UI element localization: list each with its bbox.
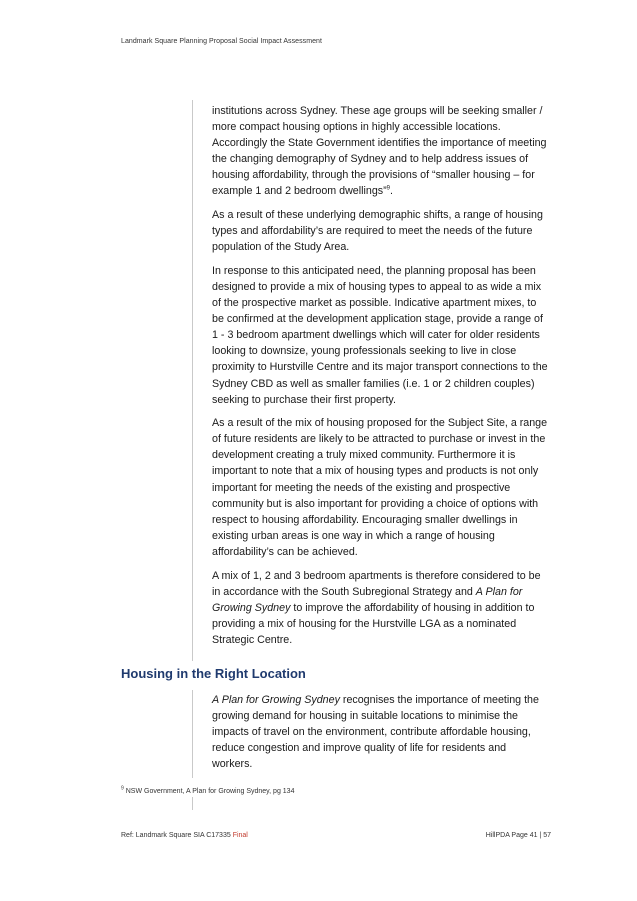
paragraph: As a result of these underlying demographic shifts, a range of housing types and affordability’s are required to meet the needs of the future population of the Study Area. [212,209,543,254]
paragraph: In response to this anticipated need, the planning proposal has been designed to provide a mix of housing types to appeal to as wide a mix of the prospective market as possible. Indicative apartment mixes, to be confirmed at the development application stage, provide a range of 1 - 3 bedroom apartment dwellings which will cater for older residents looking to downsize, young professionals seeking to live in close proximity to Hurstville Centre and its major transport connections to the Sydney CBD as well as smaller families (i.e. 1 or 2 children couples) seeking to purchase their first property. [212,264,548,406]
running-header: Landmark Square Planning Proposal Social Impact Assessment [121,38,322,45]
margin-rule [192,797,193,810]
paragraph: A Plan for Growing Sydney recognises the importance of meeting the growing demand for housing in suitable locations to minimise the impacts of travel on the environment, contribute affordable housing, reduce congestion and improve quality of life for residents and workers. [212,694,539,771]
final-status: Final [232,832,248,839]
section-body [212,692,548,772]
footnote: $^9$ NSW Government, A Plan for Growing Sydney, pg 134 [121,785,295,795]
footer-reference: Ref: Landmark Square SIA C17335 Final [121,832,248,839]
body-text [212,103,548,656]
margin-rule [192,690,193,778]
paragraph: A mix of 1, 2 and 3 bedroom apartments is therefore considered to be in accordance with the South Subregional Strategy and A Plan for Growing Sydney to improve the affordability of housing in addition to providing a mix of housing for the Hurstville LGA as a nominated Strategic Centre. [212,569,541,646]
footnote-ref: 9 [386,185,391,192]
paragraph: institutions across Sydney. These age groups will be seeking smaller / more compact housing options in highly accessible locations. Accordingly the State Government identifies the importance of meeting the changing demography of Sydney and to help address issues of housing affordability, through the provisions of “smaller housing – for example 1 and 2 bedroom dwellings”$^9$. [212,105,547,198]
margin-rule [192,100,193,661]
paragraph: As a result of the mix of housing proposed for the Subject Site, a range of future residents are likely to be attracted to purchase or invest in the development creating a truly mixed community. Furthermore it is important to note that a mix of housing types and products is not only important for meeting the needs of the existing and prospective community but is also important for providing a choice of options with respect to housing affordability. Encouraging smaller dwellings in existing urban areas is one way in which a range of housing affordability’s can be achieved. [212,417,548,558]
page-number: HillPDA Page 41 | 57 [485,832,551,839]
section-heading: Housing in the Right Location [121,666,306,681]
